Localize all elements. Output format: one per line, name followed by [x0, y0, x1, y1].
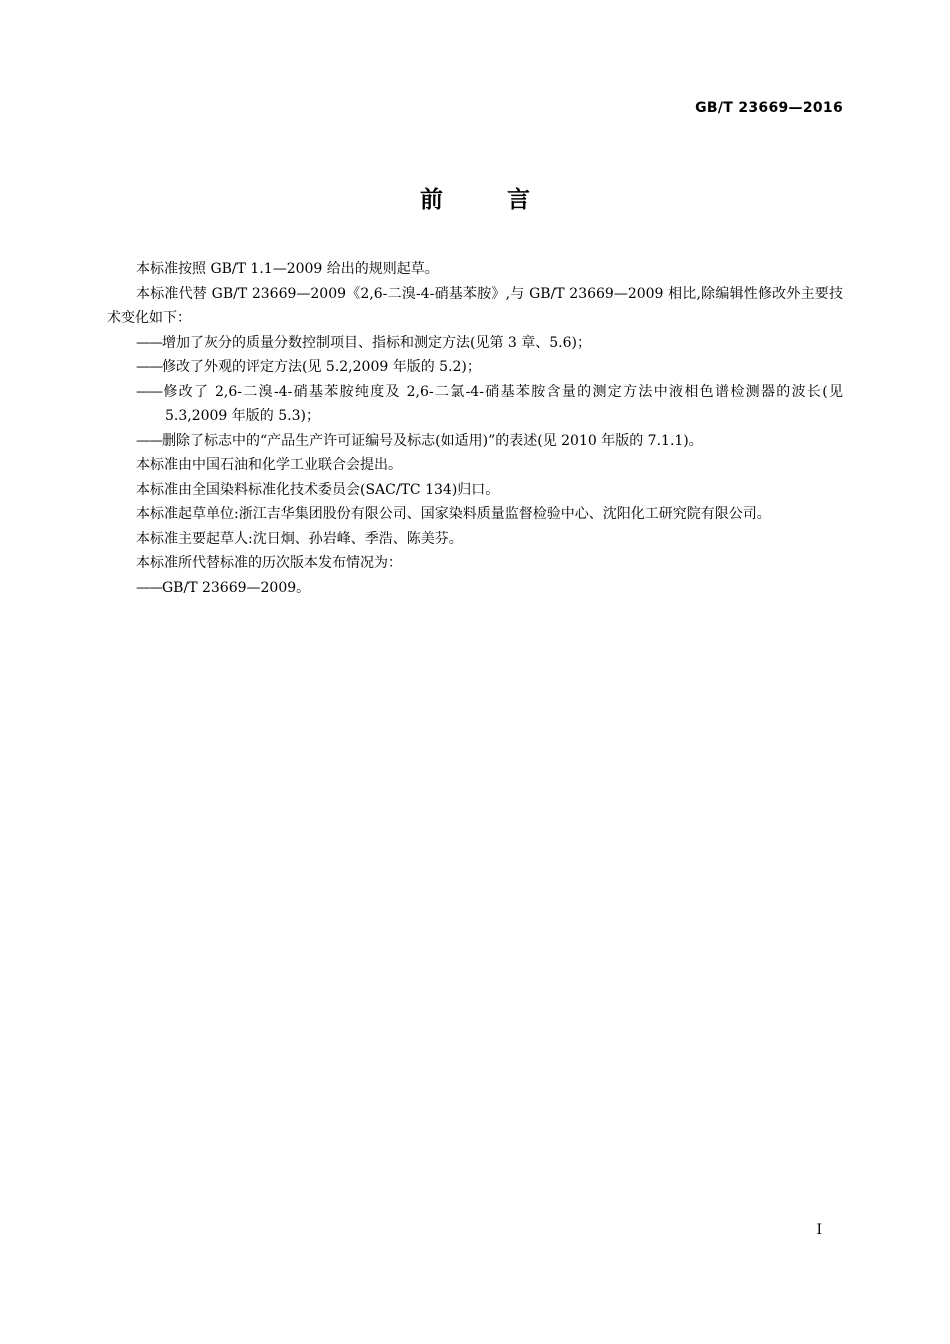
list-item-change: [107, 380, 843, 429]
paragraph-committee: 本标准由全国染料标准化技术委员会(SAC/TC 134)归口。: [136, 481, 500, 498]
list-item-text: 修改了外观的评定方法(见 5.2,2009 年版的 5.2)；: [162, 359, 481, 375]
dash-marker: ——: [136, 579, 162, 596]
paragraph-drafters: 本标准主要起草人:沈日炯、孙岩峰、季浩、陈美芬。: [136, 530, 463, 547]
list-item-change: [107, 331, 843, 356]
standard-code: GB/T 23669—2016: [695, 100, 843, 116]
paragraph-replacement: 本标准代替 GB/T 23669—2009《2,6-二溴-4-硝基苯胺》,与 GB/T 23669—2009 相比,除编辑性修改外主要技术变化如下：: [107, 285, 843, 326]
list-item-change: [107, 429, 843, 454]
dash-marker: ——: [136, 383, 162, 400]
paragraph-drafting-units: 本标准起草单位:浙江吉华集团股份有限公司、国家染料质量监督检验中心、沈阳化工研究院有限公司。: [136, 506, 771, 522]
paragraph-drafting-rules: 本标准按照 GB/T 1.1—2009 给出的规则起草。: [136, 261, 439, 277]
list-item-change: [107, 355, 843, 380]
list-item-text: 增加了灰分的质量分数控制项目、指标和测定方法(见第 3 章、5.6)；: [162, 334, 591, 351]
page-number: I: [816, 1222, 822, 1238]
dash-marker: ——: [136, 432, 162, 449]
paragraph-proposer: 本标准由中国石油和化学工业联合会提出。: [136, 457, 402, 473]
paragraph-history: 本标准所代替标准的历次版本发布情况为：: [136, 555, 402, 571]
page-title: 前言: [420, 187, 594, 213]
list-item-text: 修改了 2,6-二溴-4-硝基苯胺纯度及 2,6-二氯-4-硝基苯胺含量的测定方法中液相色谱检测器的波长(见 5.3,2009 年版的 5.3)；: [162, 383, 843, 424]
foreword-body: [107, 257, 843, 600]
list-item-history: [107, 576, 843, 601]
list-item-text: GB/T 23669—2009。: [162, 579, 311, 596]
list-item-text: 删除了标志中的“产品生产许可证编号及标志(如适用)”的表述(见 2010 年版的 7.1.1)。: [162, 432, 703, 449]
dash-marker: ——: [136, 359, 162, 375]
dash-marker: ——: [136, 334, 162, 351]
